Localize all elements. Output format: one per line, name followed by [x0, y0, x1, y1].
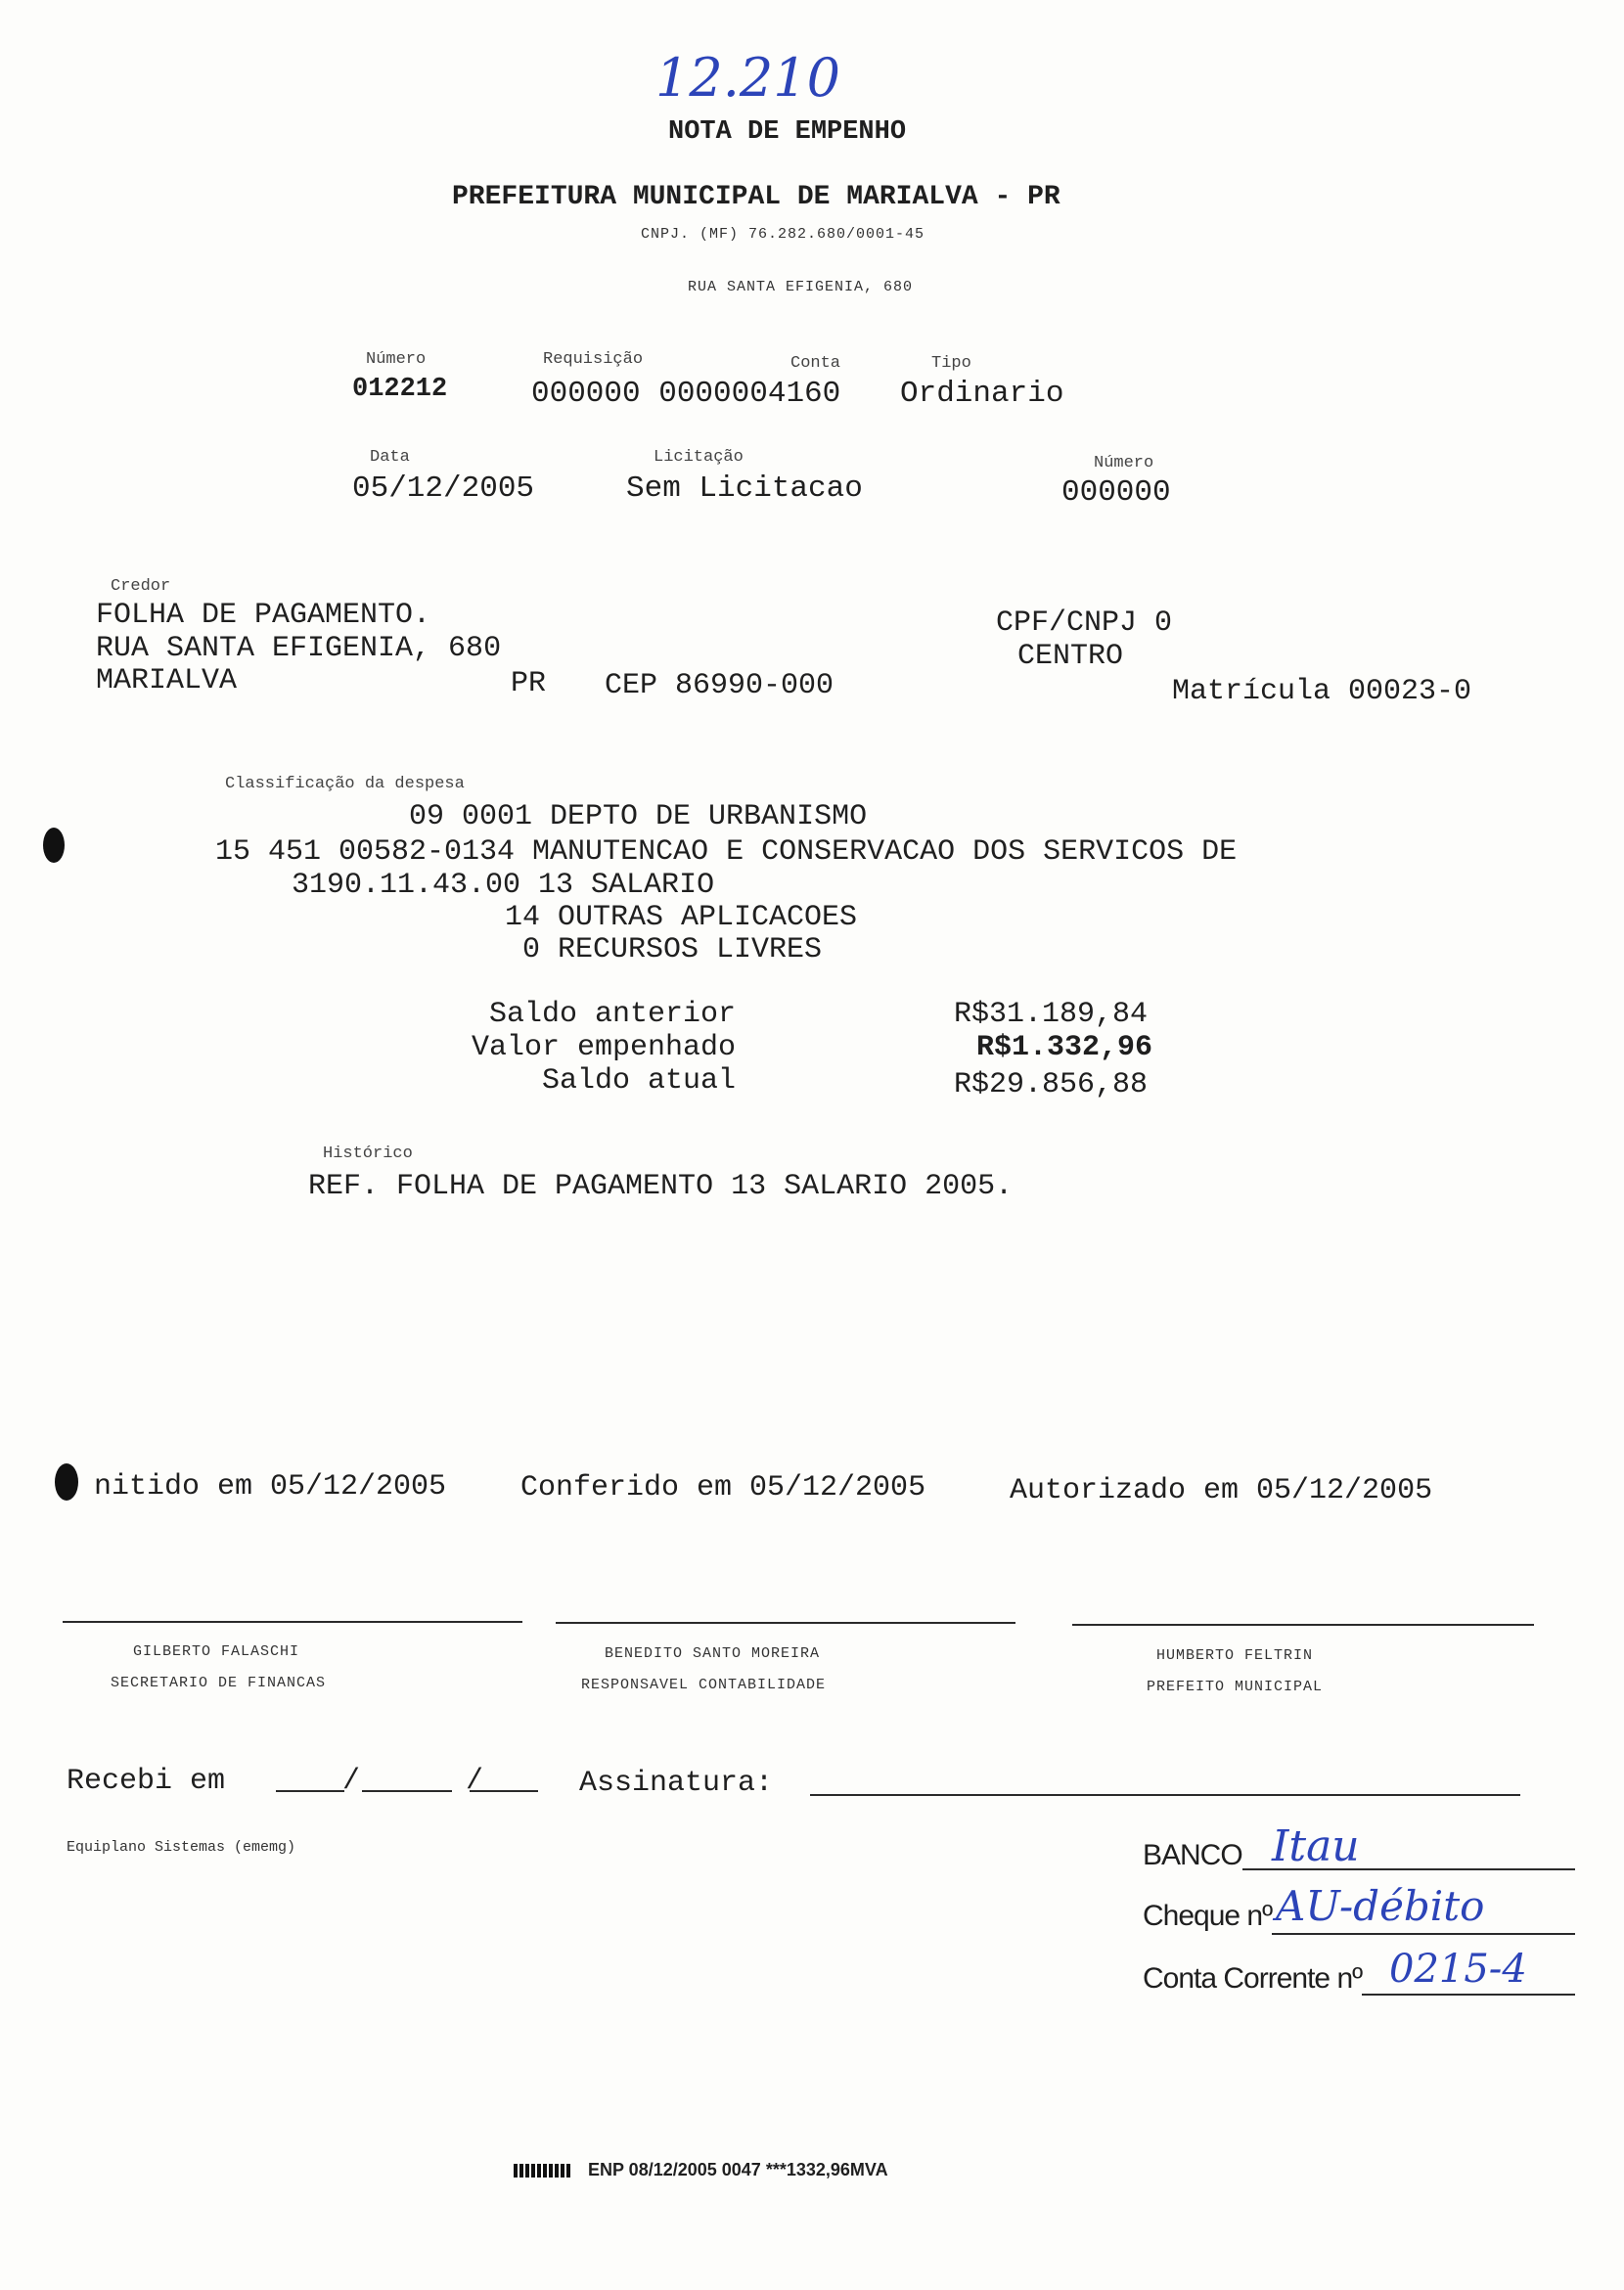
credor-bairro: CENTRO: [1017, 640, 1124, 673]
assinatura-line: [810, 1794, 1520, 1796]
credor-state: PR: [511, 667, 547, 700]
signature-line-financas: [63, 1621, 522, 1623]
credor-street: RUA SANTA EFIGENIA, 680: [96, 632, 502, 665]
entity-cnpj: CNPJ. (MF) 76.282.680/0001-45: [641, 226, 925, 243]
valor-empenhado-value: R$1.332,96: [976, 1031, 1153, 1064]
conta-corrente-label: Conta Corrente nº: [1143, 1962, 1363, 1995]
signer-name: HUMBERTO FELTRIN: [1156, 1647, 1314, 1664]
credor-matricula: Matrícula 00023-0: [1172, 675, 1472, 708]
bank-authentication-print: [514, 2160, 888, 2180]
document-title: NOTA DE EMPENHO: [668, 117, 907, 147]
signature-line-contabilidade: [556, 1622, 1015, 1624]
historico-label: Histórico: [323, 1145, 413, 1163]
credor-name: FOLHA DE PAGAMENTO.: [96, 599, 431, 632]
classificacao-line: 15 451 00582-0134 MANUTENCAO E CONSERVACAO DOS SERVICOS DE: [215, 835, 1238, 869]
data-label: Data: [370, 448, 410, 467]
credor-cep: CEP 86990-000: [605, 669, 835, 702]
classificacao-line: 09 0001 DEPTO DE URBANISMO: [409, 800, 868, 833]
conferido-em: Conferido em 05/12/2005: [520, 1471, 926, 1504]
saldo-atual-label: Saldo atual: [541, 1064, 736, 1098]
valor-empenhado-label: Valor empenhado: [471, 1031, 736, 1064]
credor-label: Credor: [111, 577, 171, 596]
bank-authentication-text: ENP 08/12/2005 0047 ***1332,96MVA: [588, 2160, 888, 2179]
historico-text: REF. FOLHA DE PAGAMENTO 13 SALARIO 2005.: [308, 1170, 1014, 1203]
banco-label: BANCO: [1143, 1839, 1242, 1871]
handwritten-number: 12.210: [655, 47, 840, 109]
numero-label: Número: [366, 350, 427, 369]
numero-value: 012212: [352, 375, 448, 404]
credor-cpf: CPF/CNPJ 0: [996, 606, 1173, 640]
licitacao-label: Licitação: [654, 448, 744, 467]
data-value: 05/12/2005: [352, 471, 535, 506]
conta-corrente-value: 0215-4: [1389, 1947, 1527, 1992]
signature-line-prefeito: [1072, 1624, 1534, 1626]
signer-name: GILBERTO FALASCHI: [133, 1643, 300, 1660]
emitido-em: nitido em 05/12/2005: [94, 1470, 447, 1504]
vendor-footer: Equiplano Sistemas (ememg): [67, 1839, 296, 1856]
conta-label: Conta: [790, 354, 841, 373]
tipo-label: Tipo: [931, 354, 971, 373]
signer-role: SECRETARIO DE FINANCAS: [111, 1675, 327, 1691]
autorizado-em: Autorizado em 05/12/2005: [1010, 1474, 1433, 1507]
banco-value: Itau: [1272, 1821, 1360, 1871]
classificacao-line: 3190.11.43.00 13 SALARIO: [292, 869, 715, 902]
tipo-value: Ordinario: [900, 377, 1064, 411]
requisicao-label: Requisição: [543, 350, 644, 369]
licitacao-numero-value: 000000: [1061, 475, 1171, 510]
requisicao-conta-value: 000000 0000004160: [531, 377, 841, 411]
punch-hole-bottom: [55, 1463, 78, 1501]
saldo-anterior-value: R$31.189,84: [954, 998, 1149, 1031]
saldo-atual-value: R$29.856,88: [954, 1068, 1149, 1101]
saldo-anterior-label: Saldo anterior: [488, 998, 736, 1031]
cheque-line: [1272, 1933, 1575, 1935]
classificacao-line: 14 OUTRAS APLICACOES: [505, 901, 858, 934]
signer-role: RESPONSAVEL CONTABILIDADE: [581, 1677, 827, 1693]
licitacao-value: Sem Licitacao: [626, 471, 863, 506]
credor-city: MARIALVA: [96, 664, 238, 697]
signer-name: BENEDITO SANTO MOREIRA: [605, 1645, 821, 1662]
barcode-mark-icon: [514, 2164, 572, 2178]
cheque-value: AU-débito: [1276, 1882, 1485, 1930]
conta-corrente-line: [1362, 1994, 1575, 1996]
recebi-label: Recebi em: [67, 1765, 226, 1798]
entity-address: RUA SANTA EFIGENIA, 680: [688, 279, 914, 295]
licitacao-numero-label: Número: [1094, 454, 1154, 472]
signer-role: PREFEITO MUNICIPAL: [1147, 1679, 1324, 1695]
recebi-day-blank: [276, 1790, 344, 1792]
punch-hole-top: [43, 828, 65, 863]
recebi-date-slashes: / /: [342, 1765, 484, 1798]
entity-name: PREFEITURA MUNICIPAL DE MARIALVA - PR: [452, 182, 1060, 212]
classificacao-label: Classificação da despesa: [225, 775, 465, 793]
assinatura-label: Assinatura:: [579, 1767, 774, 1800]
classificacao-line: 0 RECURSOS LIVRES: [522, 933, 823, 966]
cheque-label: Cheque nº: [1143, 1900, 1273, 1932]
